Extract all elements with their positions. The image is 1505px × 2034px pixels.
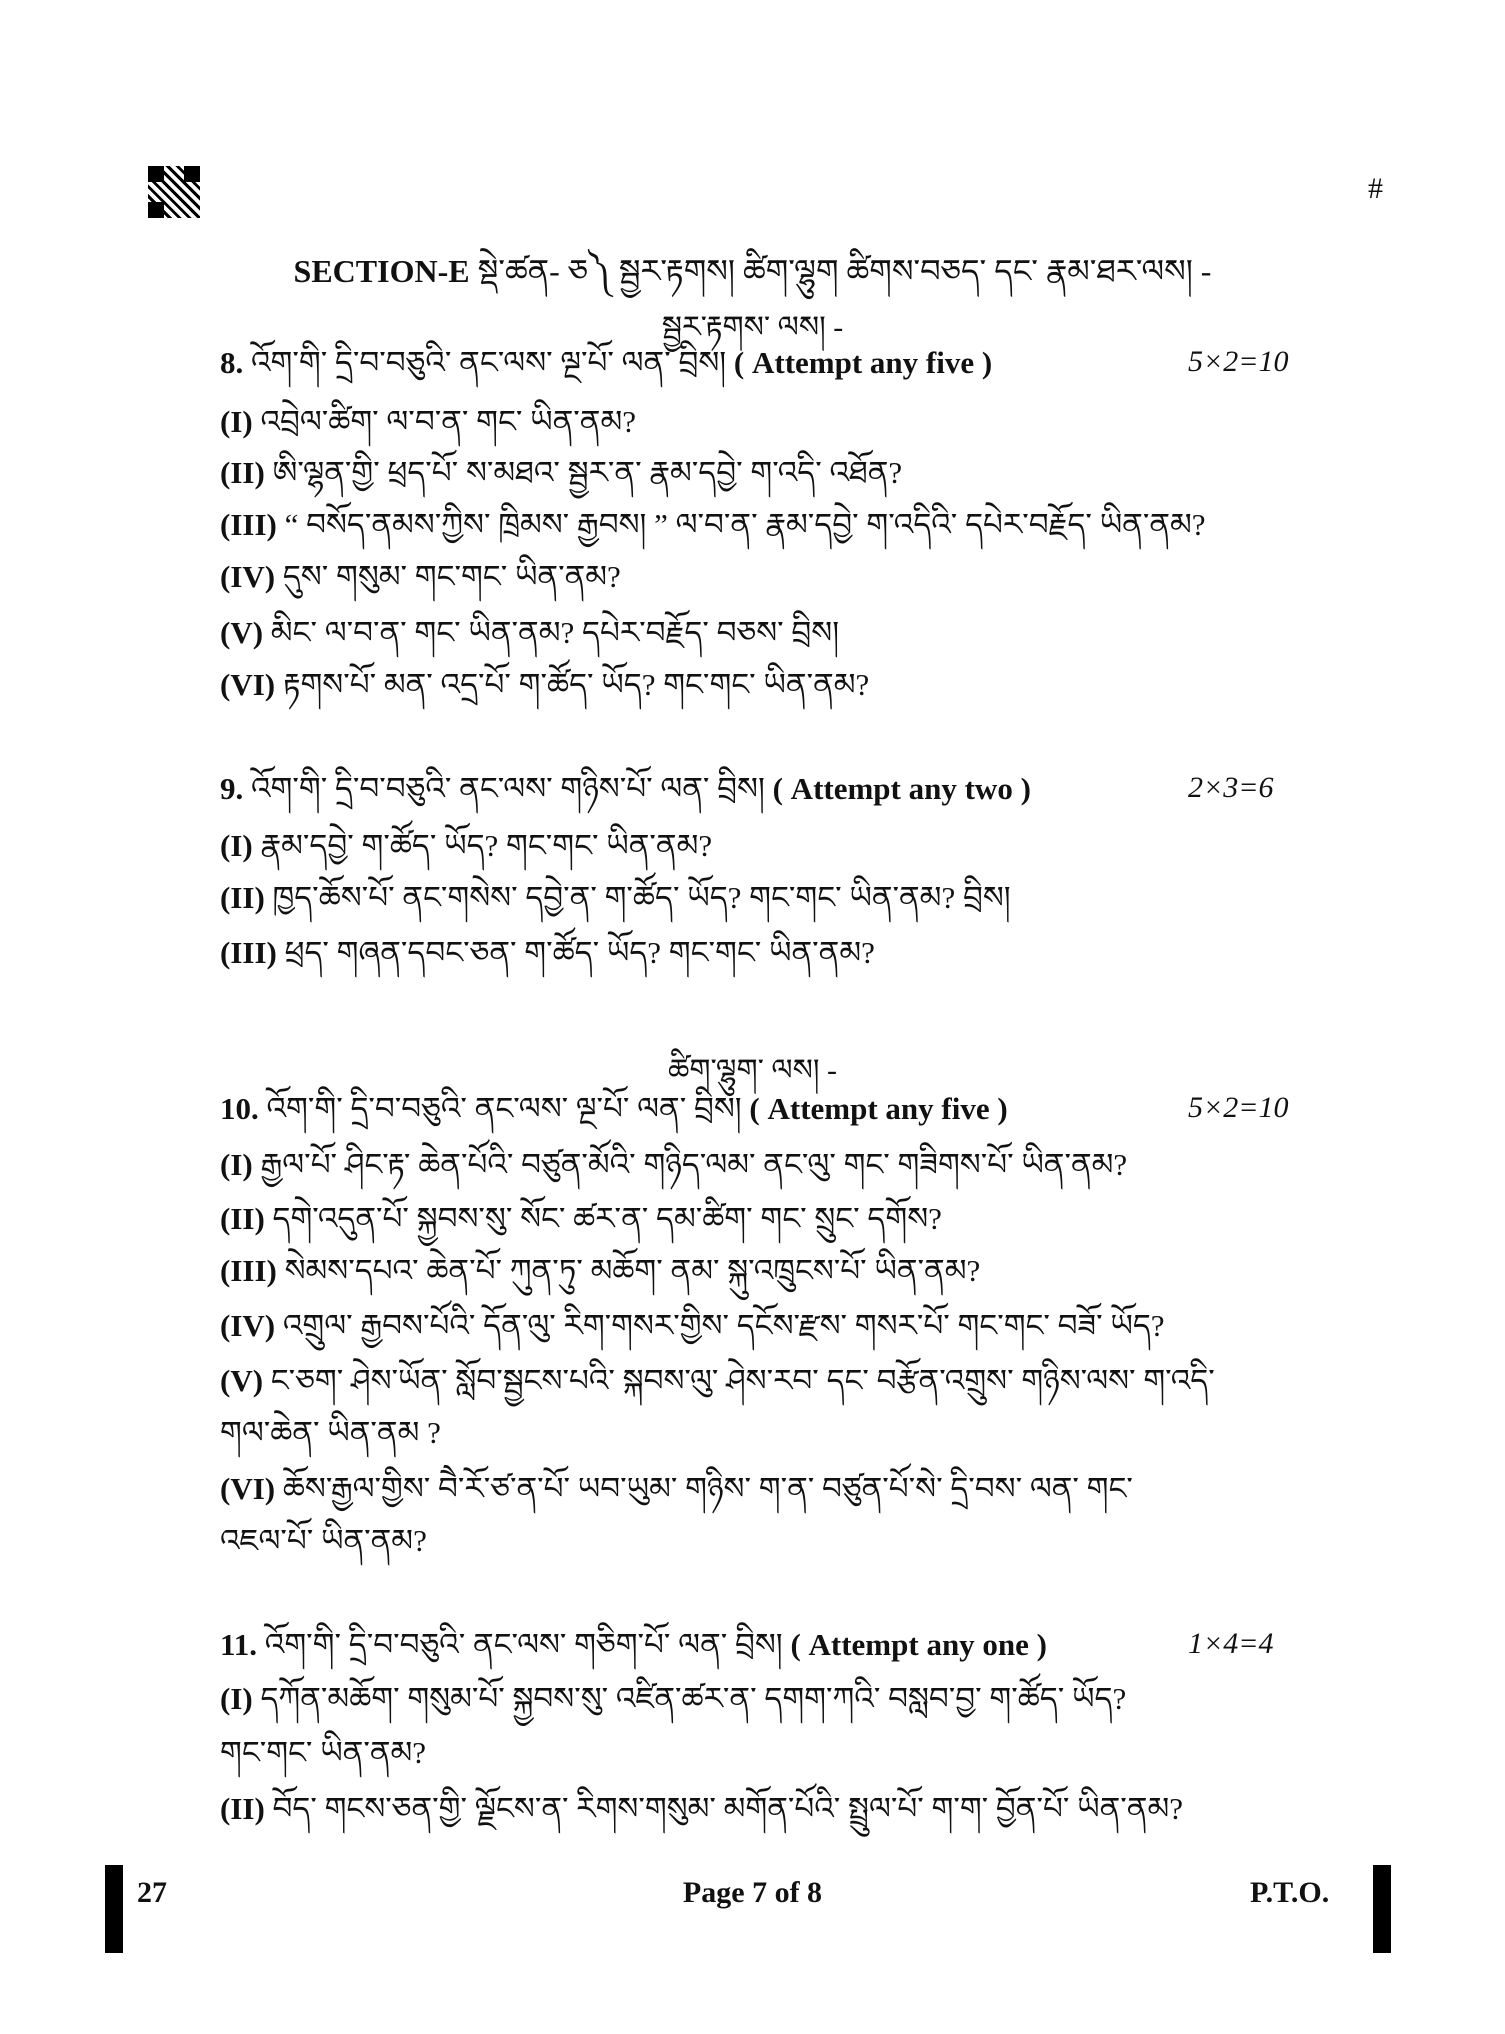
item-label: (I) [220, 1147, 253, 1182]
question-instruction: འོག་གི་ དྲི་བ་བཅུའི་ ནང་ལས་ ལྔ་པོ་ ལན་ བྲིས། [251, 345, 727, 380]
please-turn-over: P.T.O. [1250, 1876, 1330, 1909]
question-item-continued: གལ་ཆེན་ ཡིན་ནམ ? [220, 1415, 441, 1450]
paper-code: 27 [137, 1876, 167, 1909]
item-text: འགྲུལ་ རྒྱབས་པོའི་ དོན་ལུ་ རིག་གསར་གྱིས་ དངོས་རྫས་ གསར་པོ་ གང་གང་ བཟོ་ ཡོད? [282, 1308, 1165, 1343]
item-label: (V) [220, 615, 264, 650]
question-item-continued: གང་གང་ ཡིན་ནམ? [220, 1735, 427, 1770]
item-text: དགེ་འདུན་པོ་ སྐྱབས་སུ་ སོང་ ཚར་ན་ དམ་ཚིག་ གང་ སྲུང་ དགོས? [272, 1201, 942, 1236]
question-10 [220, 1089, 1008, 1129]
item-text: ཨི་ལྷན་གྱི་ ཕྲད་པོ་ ས་མཐའ་ སྦྱར་ན་ རྣམ་དབྱེ་ ག་འདི་ འཐོན? [272, 455, 903, 490]
question-number: 11. [220, 1627, 258, 1662]
item-text: འོག་གི་ དྲི་བ་བཅུའི་ ནང་ལས་ གཅིག་པོ་ ལན་ བྲིས། [264, 1627, 783, 1662]
question-item [220, 505, 1206, 545]
hash-mark: # [1368, 172, 1383, 205]
question-attempt: ( Attempt any five ) [749, 1091, 1008, 1126]
question-item [220, 665, 869, 705]
question-attempt: ( Attempt any two ) [772, 771, 1031, 806]
question-8 [220, 343, 992, 383]
item-label: (VI) [220, 667, 276, 702]
item-label: (V) [220, 1363, 264, 1398]
item-text: ཁྱད་ཆོས་པོ་ ནང་གསེས་ དབྱེ་ན་ ག་ཚོད་ ཡོད? གང་གང་ ཡིན་ནམ? བྲིས། [272, 880, 1011, 915]
question-marks: 1×4=4 [1188, 1627, 1274, 1660]
question-item [220, 1199, 942, 1239]
question-item-continued: འཇལ་པོ་ ཡིན་ནམ? [220, 1523, 427, 1558]
item-text: བོད་ གངས་ཅན་གྱི་ ལྗོངས་ན་ རིགས་གསུམ་ མགོན་པོའི་ སྤྲུལ་པོ་ ག་ག་ བྱོན་པོ་ ཡིན་ནམ? [272, 1791, 1183, 1826]
question-item [220, 1145, 1127, 1185]
qr-code [148, 166, 200, 218]
item-text: ང་ཅག་ ཤེས་ཡོན་ སློབ་སྦྱངས་པའི་ སྐབས་ལུ་ ཤེས་རབ་ དང་ བརྩོན་འགྲུས་ གཉིས་ལས་ ག་འདི་ [270, 1363, 1215, 1398]
page-number: Page 7 of 8 [682, 1876, 823, 1909]
item-label: (VI) [220, 1471, 276, 1506]
question-item [220, 1679, 1126, 1719]
item-text: དུས་ གསུམ་ གང་གང་ ཡིན་ནམ? [282, 559, 621, 594]
question-attempt: ( Attempt any five ) [733, 345, 993, 380]
item-label: (I) [220, 1681, 253, 1716]
question-marks: 2×3=6 [1188, 771, 1274, 804]
item-label: (IV) [220, 559, 276, 594]
subsection-heading-grammar: སྦྱར་རྟགས་ ལས། - [661, 311, 844, 344]
item-text: འབྲེལ་ཚིག་ ལ་བ་ན་ གང་ ཡིན་ནམ? [260, 404, 636, 439]
item-label: (IV) [220, 1308, 276, 1343]
question-item [220, 933, 875, 973]
question-item [220, 1469, 1133, 1509]
question-item [220, 1361, 1215, 1401]
item-label: (II) [220, 455, 265, 490]
question-item [220, 1251, 980, 1291]
subsection-heading-prose: ཚིག་ལྷུག་ ལས། - [668, 1054, 837, 1087]
question-number: 10. [220, 1091, 259, 1126]
item-label: (II) [220, 1201, 265, 1236]
item-text: མིང་ ལ་བ་ན་ གང་ ཡིན་ནམ? དཔེར་བརྗོད་ བཅས་ བྲིས། [270, 615, 840, 650]
item-label: (I) [220, 404, 253, 439]
item-text: དཀོན་མཆོག་ གསུམ་པོ་ སྐྱབས་སུ་ འཛིན་ཚར་ན་ དགག་ཀའི་ བསླབ་བྱ་ ག་ཚོད་ ཡོད? [260, 1681, 1127, 1716]
item-label: (I) [220, 828, 253, 863]
item-text: “ བསོད་ནམས་ཀྱིས་ ཁྲིམས་ རྒྱབས། ” ལ་བ་ན་ རྣམ་དབྱེ་ ག་འདིའི་ དཔེར་བརྗོད་ ཡིན་ནམ? [284, 507, 1206, 542]
section-title-en: SECTION-E [293, 253, 470, 289]
item-label: (II) [220, 1791, 265, 1826]
question-item [220, 557, 621, 597]
item-label: (III) [220, 507, 277, 542]
question-item [220, 826, 712, 866]
item-text: རྒྱལ་པོ་ ཤིང་རྟ་ ཆེན་པོའི་ བཙུན་མོའི་ གཉིད་ལམ་ ནང་ལུ་ གང་ གཟིགས་པོ་ ཡིན་ནམ? [260, 1147, 1128, 1182]
item-text: འོག་གི་ དྲི་བ་བཅུའི་ ནང་ལས་ ལྔ་པོ་ ལན་ བྲིས། [266, 1091, 742, 1126]
question-marks: 5×2=10 [1188, 1091, 1289, 1124]
question-number: 9. [220, 771, 244, 806]
item-label: (III) [220, 1253, 277, 1288]
item-text: སེམས་དཔའ་ ཆེན་པོ་ ཀུན་ཏུ་ མཆོག་ ནམ་ སྐུ་འཁྲུངས་པོ་ ཡིན་ནམ? [284, 1253, 981, 1288]
question-item [220, 878, 1011, 918]
item-text: རྣམ་དབྱེ་ ག་ཚོད་ ཡོད? གང་གང་ ཡིན་ནམ? [260, 828, 713, 863]
question-item [220, 613, 839, 653]
item-label: (III) [220, 935, 277, 970]
item-text: འོག་གི་ དྲི་བ་བཅུའི་ ནང་ལས་ གཉིས་པོ་ ལན་ བྲིས། [251, 771, 765, 806]
item-text: རྟགས་པོ་ མན་ འདྲ་པོ་ ག་ཚོད་ ཡོད? གང་གང་ ཡིན་ནམ? [282, 667, 870, 702]
item-label: (II) [220, 880, 265, 915]
item-text: ཆོས་རྒྱལ་གྱིས་ བཻ་རོ་ཙ་ན་པོ་ ཡབ་ཡུམ་ གཉིས་ ག་ན་ བཙུན་པོ་སེ་ དྲི་བས་ ལན་ གང་ [282, 1471, 1133, 1506]
question-item [220, 402, 636, 442]
question-9 [220, 769, 1031, 809]
section-title-bo: སྡེ་ཚན- ཅ༽ སྦྱར་རྟགས། ཚིག་ལྷུག ཚིགས་བཅད་ དང་ རྣམ་ཐར་ལས། - [477, 253, 1212, 289]
question-attempt: ( Attempt any one ) [790, 1627, 1048, 1662]
question-number: 8. [220, 345, 244, 380]
question-item [220, 1789, 1183, 1829]
question-11 [220, 1625, 1047, 1665]
question-marks: 5×2=10 [1188, 345, 1289, 378]
item-text: ཕྲད་ གཞན་དབང་ཅན་ ག་ཚོད་ ཡོད? གང་གང་ ཡིན་ནམ? [284, 935, 875, 970]
question-item [220, 1306, 1165, 1346]
question-item [220, 453, 902, 493]
